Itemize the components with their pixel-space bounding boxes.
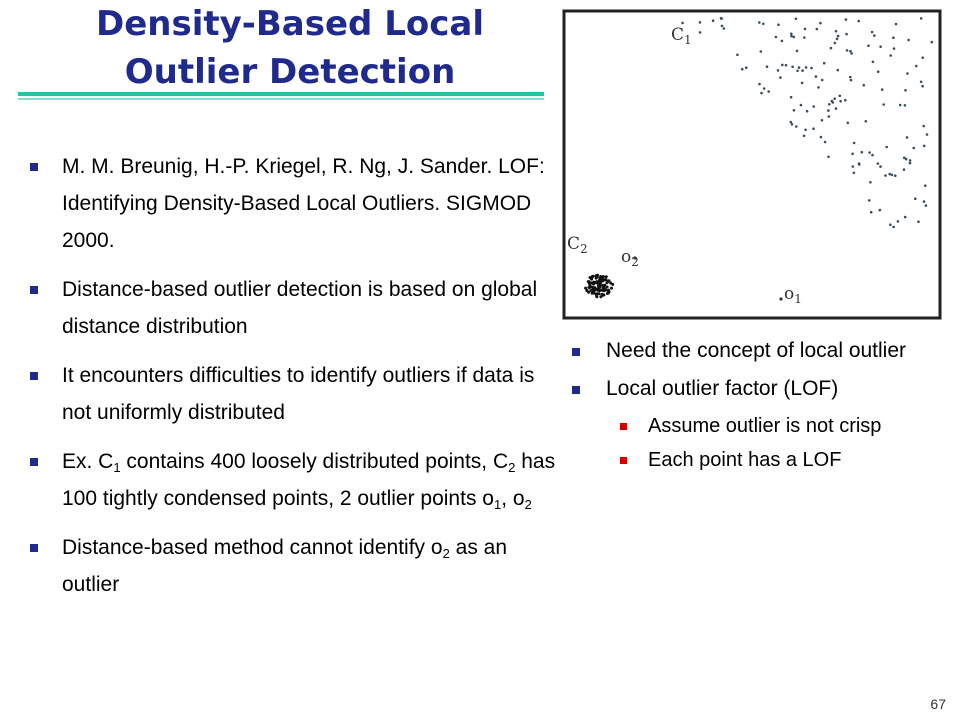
bullet-example xyxy=(26,443,561,517)
c1-point xyxy=(804,28,807,31)
c1-point xyxy=(791,66,794,69)
c1-point xyxy=(763,87,766,90)
label-o2: $o_2$ xyxy=(621,247,639,269)
c1-point xyxy=(801,82,804,85)
c1-point xyxy=(850,79,853,82)
c1-point xyxy=(858,162,861,165)
c1-point xyxy=(681,22,684,25)
slide-title xyxy=(20,0,560,96)
c1-point xyxy=(924,184,927,187)
c1-point xyxy=(870,211,873,214)
c1-point xyxy=(868,199,871,202)
c1-point xyxy=(846,49,849,52)
c1-point xyxy=(777,69,780,72)
c1-point xyxy=(796,50,799,53)
c2-point xyxy=(598,283,601,286)
c1-point xyxy=(907,39,910,42)
bullet-text: Ex. $C_1$ contains 400 loosely distributed points, $C_2$ has 100 tightly condensed points, 2 outlier points $o_1$, $o_2$ xyxy=(62,450,556,512)
c1-point xyxy=(851,153,854,156)
c1-point xyxy=(723,27,726,30)
c1-point xyxy=(791,123,794,126)
c2-point xyxy=(592,281,595,284)
c1-point xyxy=(793,36,796,39)
c1-point xyxy=(877,70,880,73)
c1-point xyxy=(736,54,739,57)
c1-point xyxy=(904,89,907,92)
c1-point xyxy=(828,115,831,118)
c1-point xyxy=(775,36,778,39)
bullet-text: M. M. Breunig, H.-P. Kriegel, R. Ng, J. Sander. LOF: Identifying Density-Based Local Outliers. SIGMOD 2000. xyxy=(62,155,545,252)
c1-point xyxy=(741,68,744,71)
sub-bullet-each-point xyxy=(568,447,908,473)
c1-point xyxy=(795,18,798,21)
bullet-text: Distance-based method cannot identify $o_2$ as an outlier xyxy=(62,536,508,596)
c2-point xyxy=(598,292,601,295)
c1-point xyxy=(720,17,723,20)
c2-point xyxy=(602,278,605,281)
c1-point xyxy=(781,64,784,67)
c1-point xyxy=(888,173,891,176)
c1-point xyxy=(882,103,885,106)
label-o1: $o_1$ xyxy=(784,284,802,306)
c1-point xyxy=(923,145,926,148)
c1-point xyxy=(865,120,868,123)
c1-point xyxy=(909,162,912,165)
c1-point xyxy=(699,21,702,24)
c1-point xyxy=(790,96,793,99)
c1-point xyxy=(817,86,820,89)
c2-point xyxy=(602,293,605,296)
c1-point xyxy=(767,90,770,93)
c2-point xyxy=(610,287,613,290)
c1-point xyxy=(852,165,855,168)
title-line-1: Density-Based Local xyxy=(95,4,484,44)
c1-point xyxy=(760,92,763,95)
bullet-text: Assume outlier is not crisp xyxy=(648,415,882,437)
c2-point xyxy=(595,293,598,296)
c1-point xyxy=(816,28,819,31)
c1-point xyxy=(906,72,909,75)
c1-point xyxy=(889,223,892,226)
c1-point xyxy=(823,62,826,65)
c1-point xyxy=(897,220,900,223)
label-c1: $C_1$ xyxy=(671,25,692,47)
c1-point xyxy=(839,100,842,103)
c1-point xyxy=(869,181,872,184)
bullet-text: Local outlier factor (LOF) xyxy=(606,377,839,400)
c1-point xyxy=(892,226,895,229)
c2-point xyxy=(584,287,587,290)
c1-point xyxy=(891,174,894,177)
c2-point xyxy=(605,275,608,278)
c1-point xyxy=(872,61,875,64)
square-bullet-icon xyxy=(30,372,38,380)
c1-point xyxy=(800,104,803,107)
bullet-difficulties xyxy=(26,357,561,431)
sub-bullet-not-crisp xyxy=(568,413,908,439)
c1-point xyxy=(889,54,892,57)
c1-point xyxy=(830,47,833,50)
square-bullet-icon xyxy=(572,348,580,356)
c1-point xyxy=(812,105,815,108)
c1-point xyxy=(837,69,840,72)
c1-point xyxy=(917,220,920,223)
c1-point xyxy=(801,69,804,72)
c1-point xyxy=(812,127,815,130)
c1-point xyxy=(861,151,864,154)
c2-point xyxy=(604,288,607,291)
c2-point xyxy=(596,274,599,277)
c1-point xyxy=(766,65,769,68)
square-bullet-icon xyxy=(30,163,38,171)
label-c2: $C_2$ xyxy=(567,234,588,256)
c1-point xyxy=(839,95,842,98)
c1-point xyxy=(892,36,895,39)
c1-point xyxy=(903,168,906,171)
c1-point xyxy=(906,136,909,139)
c1-point xyxy=(758,83,761,86)
c1-point xyxy=(849,50,852,53)
bullet-distance-based xyxy=(26,271,561,345)
c1-point xyxy=(885,146,888,149)
c1-point xyxy=(879,209,882,212)
c1-point xyxy=(849,76,852,79)
c1-point xyxy=(926,133,929,136)
c1-point xyxy=(828,103,831,106)
c1-point xyxy=(881,88,884,91)
figure-frame xyxy=(564,11,940,318)
c1-point xyxy=(779,76,782,79)
c1-point xyxy=(824,141,827,144)
c1-point xyxy=(871,31,874,34)
c1-point xyxy=(879,45,882,48)
c1-point xyxy=(873,34,876,37)
left-bullet-list xyxy=(26,148,561,615)
c1-point xyxy=(793,109,796,112)
c1-point xyxy=(712,19,715,22)
c1-point xyxy=(790,33,793,36)
c1-point xyxy=(815,75,818,78)
c1-point xyxy=(810,67,813,70)
c1-point xyxy=(921,56,924,59)
c1-point xyxy=(915,65,918,68)
c1-point xyxy=(745,66,748,69)
c1-point xyxy=(845,18,848,21)
bullet-text: Need the concept of local outlier xyxy=(606,339,907,362)
c1-point xyxy=(909,159,912,162)
bullet-text: It encounters difficulties to identify outliers if data is not uniformly distributed xyxy=(62,364,535,424)
page-number: 67 xyxy=(930,696,946,712)
c1-point xyxy=(836,38,839,41)
c2-point xyxy=(595,277,598,280)
c1-point xyxy=(893,47,896,50)
c1-point xyxy=(777,23,780,26)
c2-point xyxy=(597,287,600,290)
c2-point xyxy=(596,281,599,284)
c1-point xyxy=(804,129,807,132)
c1-point xyxy=(803,36,806,39)
bullet-text: Each point has a LOF xyxy=(648,449,842,471)
outlier-o1-point xyxy=(779,297,782,300)
c1-point xyxy=(920,81,923,84)
c1-point xyxy=(819,22,822,25)
c2-point xyxy=(609,282,612,285)
c1-point xyxy=(925,204,928,207)
c1-point xyxy=(921,85,924,88)
square-bullet-icon xyxy=(30,458,38,466)
c1-point xyxy=(877,162,880,165)
c1-point xyxy=(827,156,830,159)
c1-point xyxy=(857,20,860,23)
bullet-local-outlier xyxy=(568,337,908,365)
c1-point xyxy=(699,31,702,34)
c1-point xyxy=(785,64,788,67)
c2-point xyxy=(605,281,608,284)
c1-point xyxy=(795,125,798,128)
bullet-text: Distance-based outlier detection is based on global distance distribution xyxy=(62,278,538,338)
c1-point xyxy=(871,154,874,157)
right-bullet-list xyxy=(568,337,908,481)
c1-point xyxy=(894,174,897,177)
c1-point xyxy=(912,147,915,150)
c1-point xyxy=(762,23,765,26)
c1-point xyxy=(904,104,907,107)
c1-point xyxy=(914,197,917,200)
c1-point xyxy=(844,99,847,102)
c1-point xyxy=(923,200,926,203)
scatter-figure xyxy=(559,6,945,323)
c1-point xyxy=(879,165,882,168)
c2-point xyxy=(603,284,606,287)
c1-point xyxy=(904,216,907,219)
c1-point xyxy=(868,151,871,154)
bullet-cannot-identify xyxy=(26,529,561,603)
c1-point xyxy=(796,70,799,73)
c1-point xyxy=(790,121,793,124)
c1-point xyxy=(833,97,836,100)
c1-point xyxy=(920,17,923,20)
c1-point xyxy=(798,66,801,69)
c1-point xyxy=(931,41,934,44)
title-divider-shadow xyxy=(18,98,544,100)
c1-point xyxy=(821,79,824,82)
c1-point xyxy=(845,33,848,36)
c1-point xyxy=(837,35,840,38)
square-bullet-icon xyxy=(572,386,580,394)
c2-point xyxy=(599,277,602,280)
c1-point xyxy=(781,40,784,43)
c1-point xyxy=(803,135,806,138)
c1-point xyxy=(821,119,824,122)
c1-point xyxy=(884,174,887,177)
c1-point xyxy=(847,122,850,125)
title-divider xyxy=(18,92,544,96)
c1-point xyxy=(903,157,906,160)
c1-point xyxy=(863,84,866,87)
c1-point xyxy=(853,172,856,175)
bullet-citation xyxy=(26,148,561,259)
c2-point xyxy=(590,277,593,280)
c1-point xyxy=(758,21,761,24)
c2-point xyxy=(592,290,595,293)
square-bullet-icon xyxy=(30,544,38,552)
c2-point xyxy=(588,282,591,285)
red-square-bullet-icon xyxy=(620,457,627,464)
c1-point xyxy=(805,66,808,69)
square-bullet-icon xyxy=(30,286,38,294)
c1-point xyxy=(831,100,834,103)
c2-point xyxy=(590,286,593,289)
c1-point xyxy=(760,50,763,53)
c1-point xyxy=(899,104,902,107)
c1-point xyxy=(827,109,830,112)
title-line-2: Outlier Detection xyxy=(124,52,456,92)
c2-point xyxy=(608,290,611,293)
c1-point xyxy=(867,44,870,47)
c1-point xyxy=(853,142,856,145)
c1-point xyxy=(835,30,838,33)
red-square-bullet-icon xyxy=(620,423,627,430)
c1-point xyxy=(922,125,925,128)
bullet-lof xyxy=(568,375,908,403)
c1-point xyxy=(834,42,837,45)
c1-point xyxy=(820,136,823,139)
c1-point xyxy=(790,35,793,38)
c1-point xyxy=(895,23,898,26)
c1-point xyxy=(806,110,809,113)
c2-point xyxy=(599,295,602,298)
c1-point xyxy=(850,52,853,55)
c1-point xyxy=(721,25,724,28)
c1-point xyxy=(835,107,838,110)
